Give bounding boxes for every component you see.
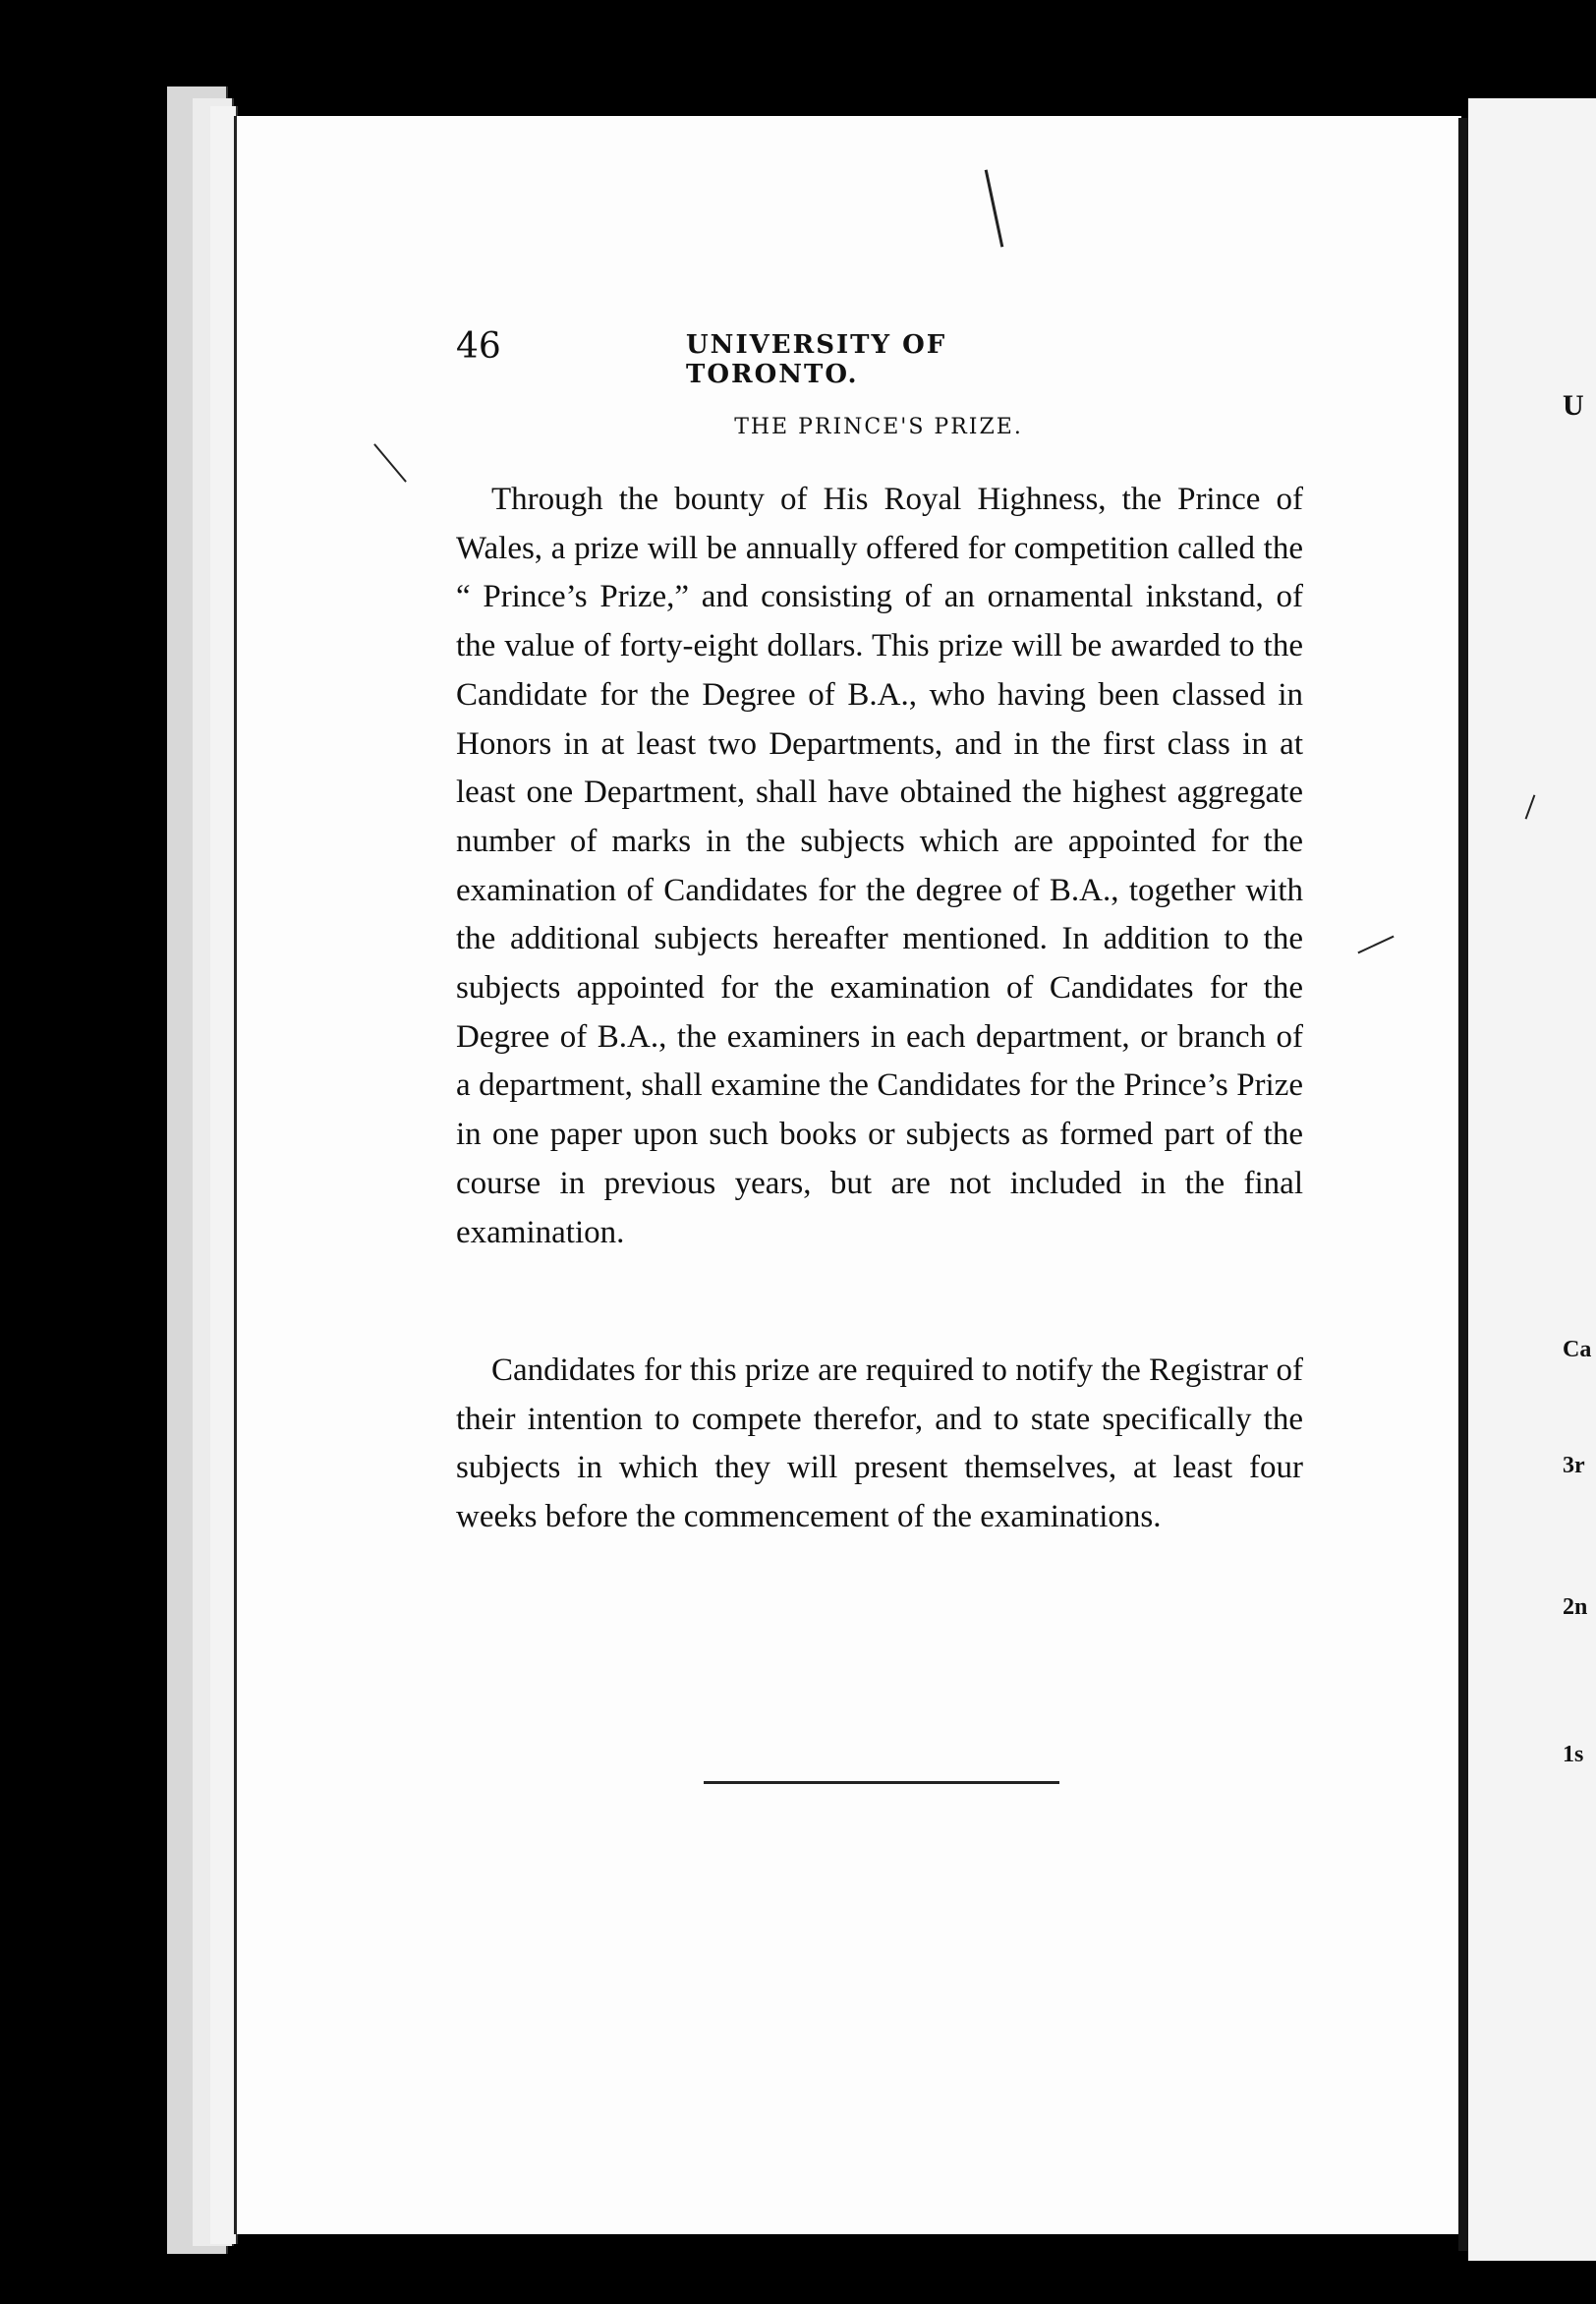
end-rule — [704, 1781, 1059, 1784]
facing-page-fragment: 1s — [1563, 1742, 1584, 1767]
facing-page-fragment: Ca — [1563, 1337, 1592, 1362]
paragraph-1: Through the bounty of His Royal Highness, the Prince of Wales, a prize will be annually offered for competition called the “ Prince’s Prize,” and consisting of an ornamental inkstand, of the value of forty-eight dollars. This prize will be awarded to the Candidate for the Degree of B.A., who having been classed in Honors in at least two Departments, and in the first class in at least one Department, shall have obtained the highest aggregate number of marks in the subjects which are appointed for the examination of Candidates for the degree of B.A., together with the additional subjects hereafter mentioned. In addition to the subjects appointed for the examination of Candidates for the Degree of B.A., the examiners in each department, or branch of a department, shall examine the Candidates for the Prince’s Prize in one paper upon such books or subjects as formed part of the course in previous years, but are not included in the final examination. — [456, 482, 1303, 1250]
facing-page — [1468, 98, 1596, 2261]
facing-page-fragment: 3r — [1563, 1453, 1585, 1478]
page-header — [456, 326, 1105, 389]
running-head: UNIVERSITY OF TORONTO. — [686, 330, 947, 389]
page-gutter — [1458, 118, 1468, 2251]
facing-page-fragment: 2n — [1563, 1594, 1588, 1620]
facing-page-fragment: U — [1563, 389, 1584, 422]
paragraph-2: Candidates for this prize are required to notify the Registrar of their intention to compete therefor, and to state specifically the subjects in which they will present themselves, at least four weeks before the commencement of the examinations. — [456, 1353, 1303, 1535]
page-number: 46 — [456, 326, 501, 367]
section-title: THE PRINCE'S PRIZE. — [734, 415, 1023, 439]
